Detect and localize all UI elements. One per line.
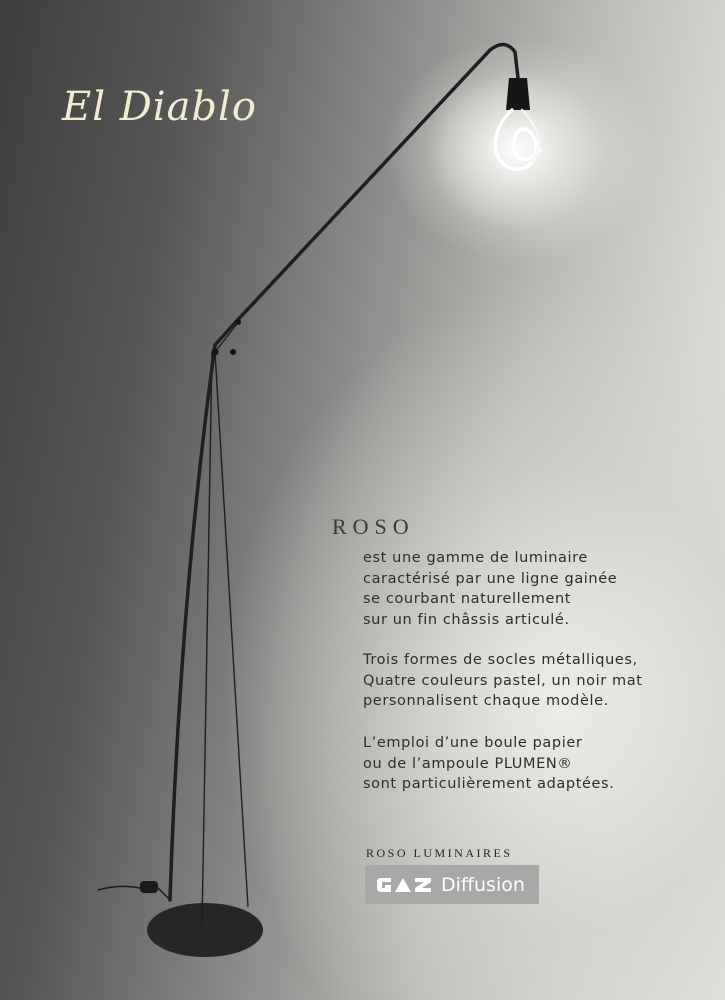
joint (230, 349, 236, 355)
text-line: Quatre couleurs pastel, un noir mat (363, 672, 643, 689)
bulb-socket (506, 78, 530, 110)
joint (235, 319, 241, 325)
text-line: Trois formes de socles métalliques, (363, 652, 638, 668)
text-line: personnalisent chaque modèle. (363, 693, 609, 709)
company-name: ROSO LUMINAIRES (366, 846, 513, 860)
chassis-rod (215, 320, 240, 352)
foot-switch (140, 881, 158, 893)
product-title: El Diablo (62, 84, 257, 130)
text-line: est une gamme de luminaire (363, 550, 588, 566)
lamp-base (147, 903, 263, 957)
chassis-rod (215, 352, 248, 907)
gaz-diffusion-logo (365, 865, 539, 904)
gaz-logo-icon (375, 874, 435, 896)
logo-text: Diffusion (441, 873, 525, 896)
text-line: caractérisé par une ligne gainée (363, 570, 618, 587)
joint (212, 349, 219, 356)
switch-cable (158, 888, 170, 900)
text-line: L’emploi d’une boule papier (363, 735, 583, 751)
brand-name: ROSO (332, 514, 415, 539)
power-cable (98, 886, 140, 890)
description-paragraph (363, 548, 617, 630)
text-line: sur un fin châssis articulé. (363, 611, 570, 628)
text-line: sont particulièrement adaptées. (363, 776, 615, 792)
description-paragraph (363, 650, 643, 712)
text-line: se courbant naturellement (363, 591, 572, 607)
description-paragraph (363, 733, 614, 795)
text-line: ou de l’ampoule PLUMEN® (363, 755, 573, 772)
